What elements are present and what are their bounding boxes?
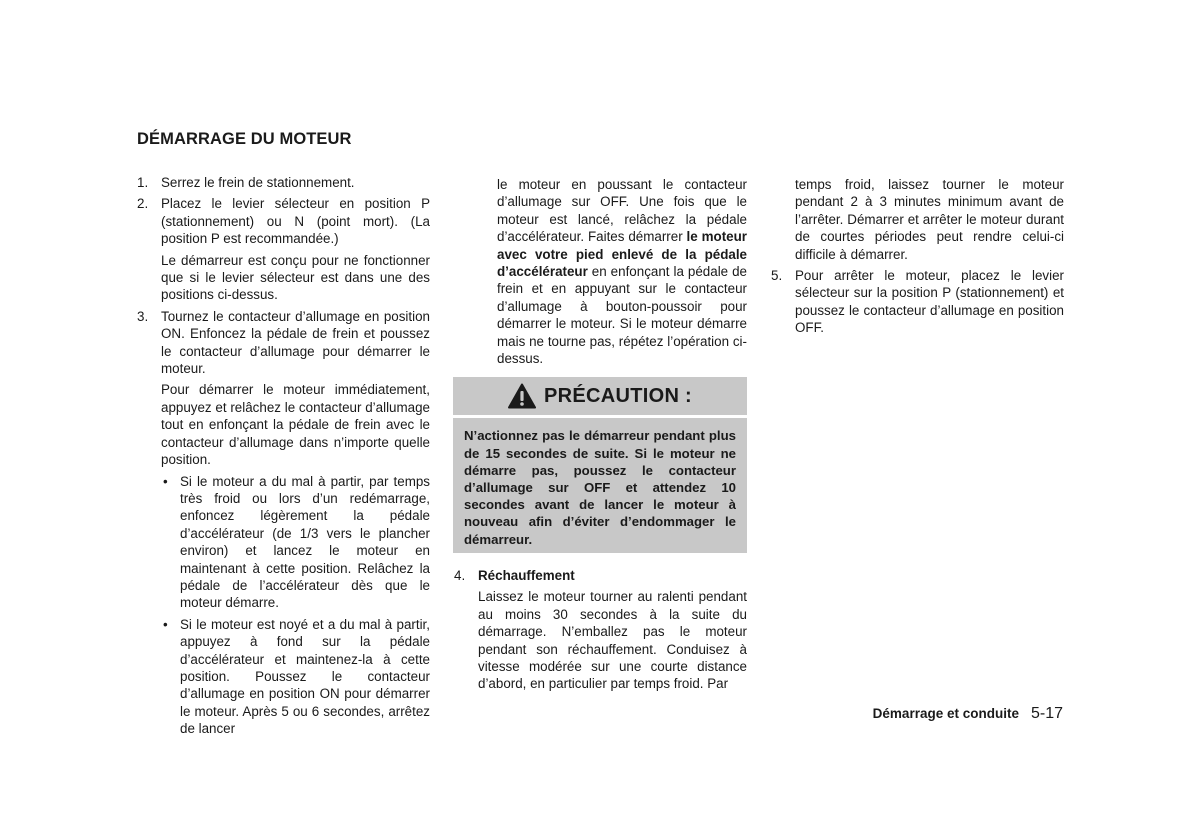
- emphasis-text: le moteur avec votre pied enlevé de la pédale d’accélérateur: [497, 229, 747, 280]
- caution-box: [453, 377, 747, 552]
- step-2: [137, 195, 430, 303]
- step-note: Le démarreur est conçu pour ne fonctionner que si le levier sélecteur est dans une des positions ci-dessus.: [161, 252, 430, 303]
- caution-text: N’actionnez pas le démarreur pendant plus de 15 secondes de suite. Si le moteur ne démarre pas, poussez le contacteur d’allumage sur OFF et attendez 10 secondes avant de lancer le moteur à nouveau afin d’éviter d’endommager le démarreur.: [464, 428, 736, 547]
- bullet-marker: •: [163, 616, 168, 632]
- step-3: [137, 308, 430, 738]
- step-4: [454, 567, 747, 693]
- text-run: le moteur en poussant le contacteur d’allumage sur OFF. Une fois que le moteur est lancé, relâchez la pédale d’accélérateur. Faites démarrer: [497, 177, 747, 245]
- step-text: Pour arrêter le moteur, placez le levier sélecteur sur la position P (stationnement) et poussez le contacteur d’allumage en position OFF.: [795, 268, 1064, 336]
- column-1: [137, 174, 430, 742]
- step-text: Laissez le moteur tourner au ralenti pendant au moins 30 secondes à la suite du démarrage. N’emballez pas le moteur pendant son réchauffement. Conduisez à vitesse modérée sur une courte distance d’abord, en particulier par temps froid. Par: [478, 589, 747, 692]
- step-title: Réchauffement: [478, 567, 575, 583]
- page-number: 5-17: [1030, 705, 1063, 722]
- caution-header: [453, 377, 747, 418]
- step-note: Pour démarrer le moteur immédiatement, appuyez et relâchez le contacteur d’allumage tout en enfonçant la pédale de frein avec le contacteur d’allumage dans n’importe quelle position.: [161, 382, 430, 468]
- step-text: Placez le levier sélecteur en position P (stationnement) ou N (point mort). (La position P est recommandée.): [161, 196, 430, 247]
- step-5: [771, 267, 1064, 337]
- step-number: 5.: [771, 268, 783, 284]
- warning-triangle-icon: [508, 383, 536, 409]
- page-heading: DÉMARRAGE DU MOTEUR: [137, 130, 352, 148]
- step-text: Serrez le frein de stationnement.: [161, 175, 355, 190]
- column-3: [771, 176, 1064, 341]
- continued-text: [454, 176, 747, 367]
- step-number: 1.: [137, 175, 149, 190]
- step-number: 3.: [137, 308, 149, 324]
- bullet-item: [161, 473, 430, 612]
- text-run: en enfonçant la pédale de frein et en appuyant sur le contacteur d’allumage à bouton-poussoir pour démarrer le moteur. Si le moteur démarre mais ne tourne pas, répétez l’opération ci-dessus.: [497, 264, 747, 367]
- bullet-text: Si le moteur a du mal à partir, par temps très froid ou lors d’un redémarrage, enfoncez légèrement la pédale d’accélérateur (de 1/3 vers le plancher environ) et lancez le moteur en maintenant à cette position. Relâchez la pédale de l’accélérateur dès que le moteur démarre.: [180, 473, 430, 611]
- bullet-text: Si le moteur est noyé et a du mal à partir, appuyez à fond sur la pédale d’accélérateur et maintenez-la à cette position. Poussez le contacteur d’allumage en position ON pour démarrer le moteur. Après 5 ou 6 secondes, arrêtez de lancer: [180, 616, 430, 737]
- continued-text: temps froid, laissez tourner le moteur pendant 2 à 3 minutes minimum avant de l’arrêter. Démarrer et arrêter le moteur durant de courtes périodes peut rendre celui-ci difficile à démarrer.: [795, 177, 1064, 262]
- page-footer: [873, 705, 1063, 723]
- step-number: 4.: [454, 567, 466, 583]
- column-2: [454, 176, 747, 697]
- caution-title: PRÉCAUTION :: [543, 384, 693, 407]
- bullet-marker: •: [163, 473, 168, 489]
- footer-section-title: Démarrage et conduite: [872, 706, 1019, 721]
- step-text: Tournez le contacteur d’allumage en position ON. Enfoncez la pédale de frein et poussez le contacteur d’allumage pour démarrer le moteur.: [161, 308, 430, 377]
- bullet-item: [161, 616, 430, 738]
- step-1: [137, 174, 430, 191]
- step-number: 2.: [137, 196, 149, 212]
